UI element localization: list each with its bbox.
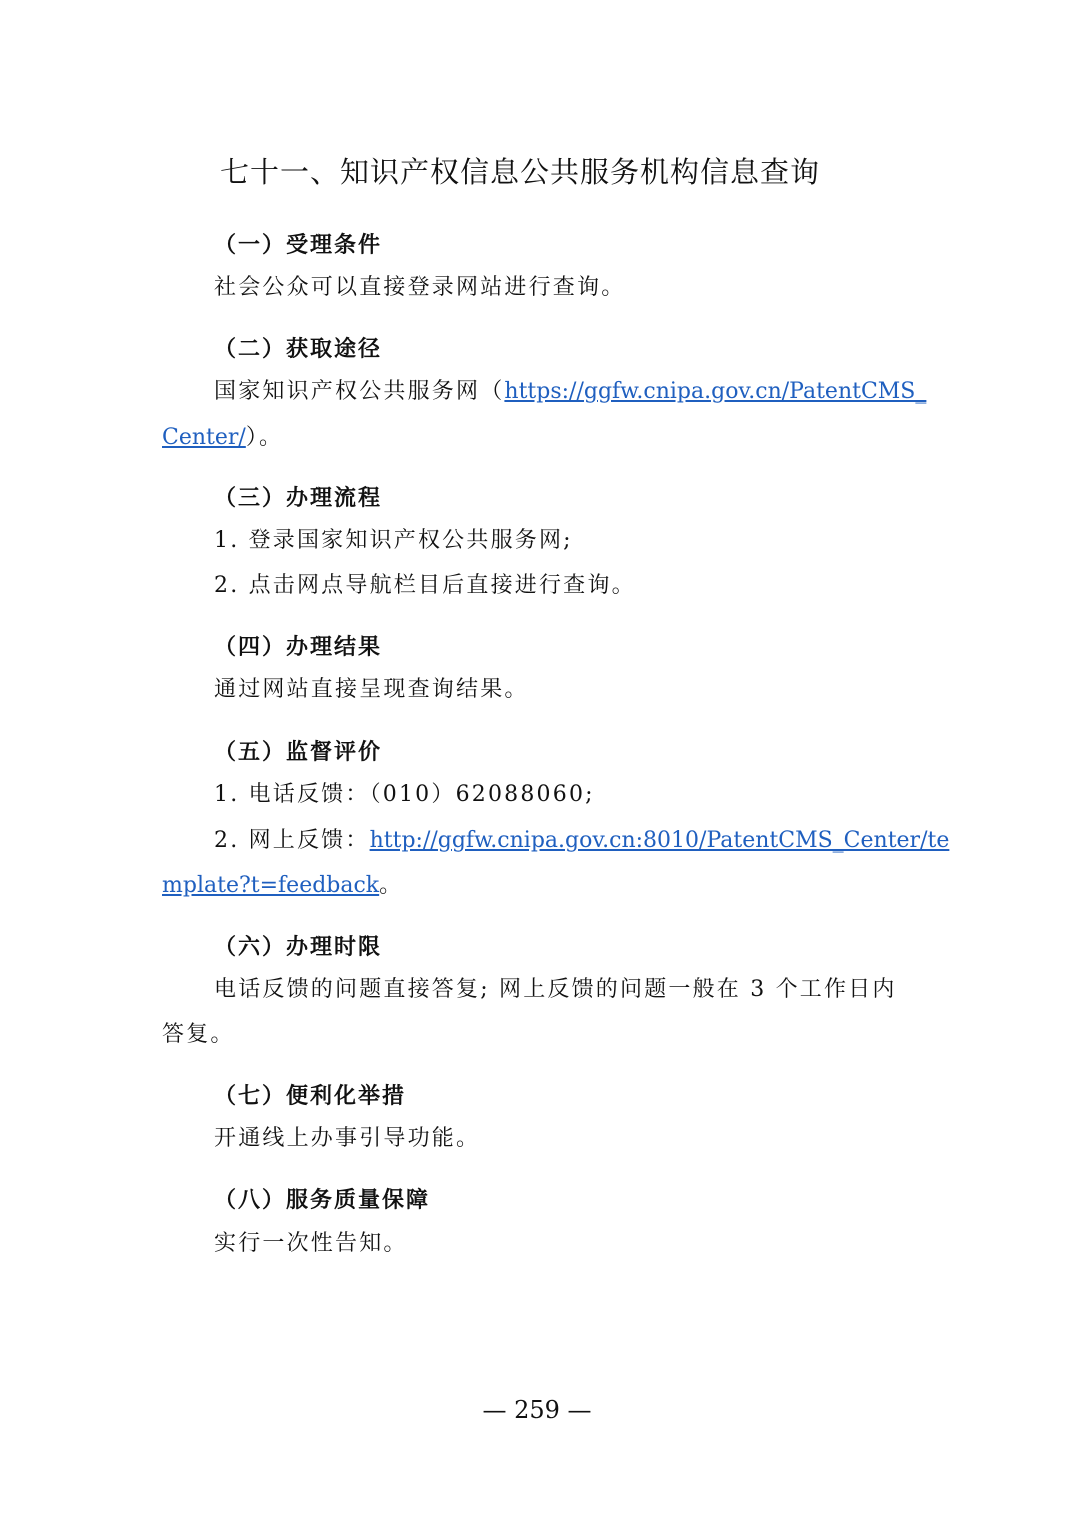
paragraph-convenience: 开通线上办事引导功能。 [214, 1126, 481, 1151]
procedure-step-2: 2. 点击网点导航栏目后直接进行查询。 [214, 573, 636, 598]
page-title: 七十一、知识产权信息公共服务机构信息查询 [220, 155, 821, 189]
section-heading-supervision: （五）监督评价 [214, 739, 383, 765]
section-heading-result: （四）办理结果 [214, 634, 383, 660]
paragraph-time-limit: 电话反馈的问题直接答复; 网上反馈的问题一般在 3 个工作日内 [214, 977, 897, 1002]
access-channel-end: ）。 [245, 425, 284, 450]
online-feedback-label: 2. 网上反馈： [214, 828, 370, 853]
section-heading-convenience: （七）便利化举措 [214, 1083, 407, 1109]
paragraph-access-channel [214, 377, 926, 407]
section-heading-access-channel: （二）获取途径 [214, 336, 383, 362]
procedure-step-1: 1. 登录国家知识产权公共服务网; [214, 528, 573, 553]
access-channel-text: 国家知识产权公共服务网（ [214, 379, 505, 404]
service-site-link[interactable]: https://ggfw.cnipa.gov.cn/PatentCMS_ [504, 379, 927, 404]
phone-feedback: 1. 电话反馈：（010）62088060; [214, 782, 595, 807]
page-number: — 259 — [482, 1396, 592, 1424]
feedback-link[interactable]: http://ggfw.cnipa.gov.cn:8010/PatentCMS_Center/te [369, 828, 950, 853]
feedback-link-cont[interactable]: mplate?t=feedback [162, 873, 380, 898]
section-heading-procedure: （三）办理流程 [214, 485, 383, 511]
section-heading-acceptance-conditions: （一）受理条件 [214, 232, 383, 258]
online-feedback-cont [162, 871, 403, 901]
online-feedback [214, 826, 949, 856]
paragraph-time-limit-cont: 答复。 [162, 1022, 235, 1047]
section-heading-quality: （八）服务质量保障 [214, 1187, 431, 1213]
paragraph-quality: 实行一次性告知。 [214, 1231, 408, 1256]
service-site-link-cont[interactable]: Center/ [162, 425, 246, 450]
paragraph-access-channel-cont [162, 423, 283, 453]
paragraph-result: 通过网站直接呈现查询结果。 [214, 677, 529, 702]
paragraph-acceptance-conditions: 社会公众可以直接登录网站进行查询。 [214, 275, 626, 300]
section-heading-time-limit: （六）办理时限 [214, 934, 383, 960]
online-feedback-end: 。 [379, 873, 404, 898]
